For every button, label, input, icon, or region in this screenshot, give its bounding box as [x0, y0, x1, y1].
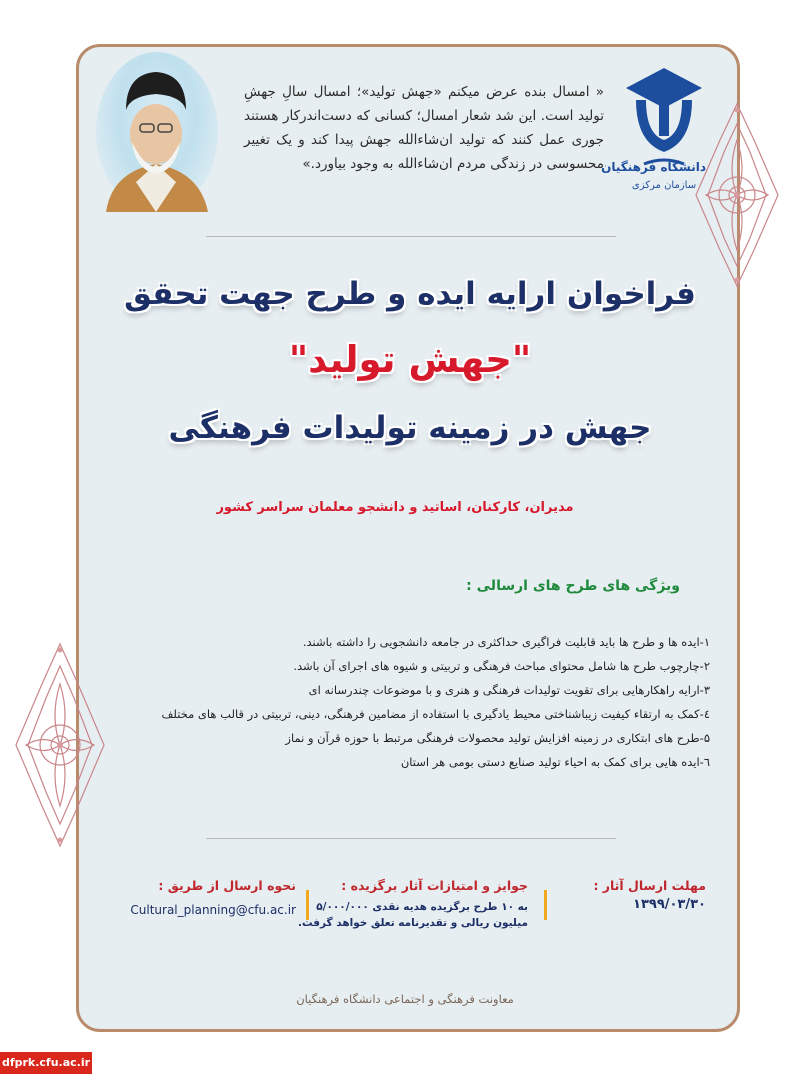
bottom-divider — [206, 838, 616, 839]
prizes-note-line-2: میلیون ریالی و تقدیرنامه تعلق خواهد گرفت. — [298, 917, 528, 929]
feature-item: ۵-طرح های ابتکاری در زمینه افزایش تولید محصولات فرهنگی مرتبط با حوزه قرآن و نماز — [285, 731, 710, 745]
feature-item: ٤-کمک به ارتقاء کیفیت زیباشناختی محیط یادگیری با استفاده از مضامین فرهنگی، دینی، تربیتی در قالب های مختلف — [161, 707, 710, 721]
feature-item: ۳-ارایه راهکارهایی برای تقویت تولیدات فرهنگی و هنری و با موضوعات چندرسانه ای — [308, 683, 710, 697]
deadline-label: مهلت ارسال آثار : — [593, 878, 706, 893]
feature-item: ۱-ایده ها و طرح ها باید قابلیت فراگیری حداکثری در جامعه دانشجویی را داشته باشند. — [302, 635, 710, 649]
top-divider — [206, 236, 616, 237]
leader-portrait — [96, 52, 218, 212]
website-watermark[interactable]: dfprk.cfu.ac.ir — [0, 1052, 92, 1074]
features-title: ویژگی های طرح های ارسالی : — [466, 578, 680, 594]
university-logo — [601, 64, 706, 214]
title-line-2: "جهش تولید" — [288, 338, 532, 381]
logo-org-name: سازمان مرکزی — [631, 180, 697, 191]
deadline-value: ۱۳۹۹/۰۳/۳۰ — [633, 897, 706, 912]
title-line-3: جهش در زمینه تولیدات فرهنگی — [168, 410, 652, 446]
ornament-left-icon — [12, 640, 108, 850]
prizes-label: جوایز و امتیازات آثار برگزیده : — [341, 878, 528, 893]
submission-email-link[interactable]: Cultural_planning@cfu.ac.ir — [130, 903, 296, 917]
university-logo-icon — [601, 64, 706, 174]
portrait-figure-icon — [96, 52, 218, 212]
deadline-block — [593, 878, 706, 912]
submission-block — [130, 878, 296, 917]
features-list — [110, 630, 710, 774]
target-audience: مدیران، کارکنان، اساتید و دانشجو معلمان سراسر کشور — [216, 500, 574, 515]
prizes-note-line-1: به ۱۰ طرح برگزیده هدیه نقدی ۵/۰۰۰/۰۰۰ — [316, 901, 528, 913]
feature-item: ٦-ایده هایی برای کمک به احیاء تولید صنایع دستی بومی هر استان — [400, 755, 710, 769]
leader-quote: « امسال بنده عرض میکنم «جهش تولید»؛ امسال سالِ جهشِ تولید است. این شد شعار امسال؛ کسانی که دست‌اندرکار هستند جوری عمل کنند که تولید ان‌شاءالله جهش پیدا کند و یک تغییر محسوسی در زندگی مردم ان‌شاءالله به وجود بیاورد.» — [244, 84, 604, 172]
submission-label: نحوه ارسال از طریق : — [158, 878, 296, 893]
prizes-block — [298, 878, 528, 931]
title-line-1: فراخوان ارایه ایده و طرح جهت تحقق — [124, 276, 696, 312]
logo-university-name: دانشگاه فرهنگیان — [601, 160, 706, 174]
feature-item: ۲-چارچوب طرح ها شامل محتوای مباحث فرهنگی و تربیتی و شیوه های اجرای آن باشد. — [293, 659, 710, 673]
deadline-accent-bar — [544, 890, 547, 920]
footer-credit: معاونت فرهنگی و اجتماعی دانشگاه فرهنگیان — [296, 992, 514, 1006]
